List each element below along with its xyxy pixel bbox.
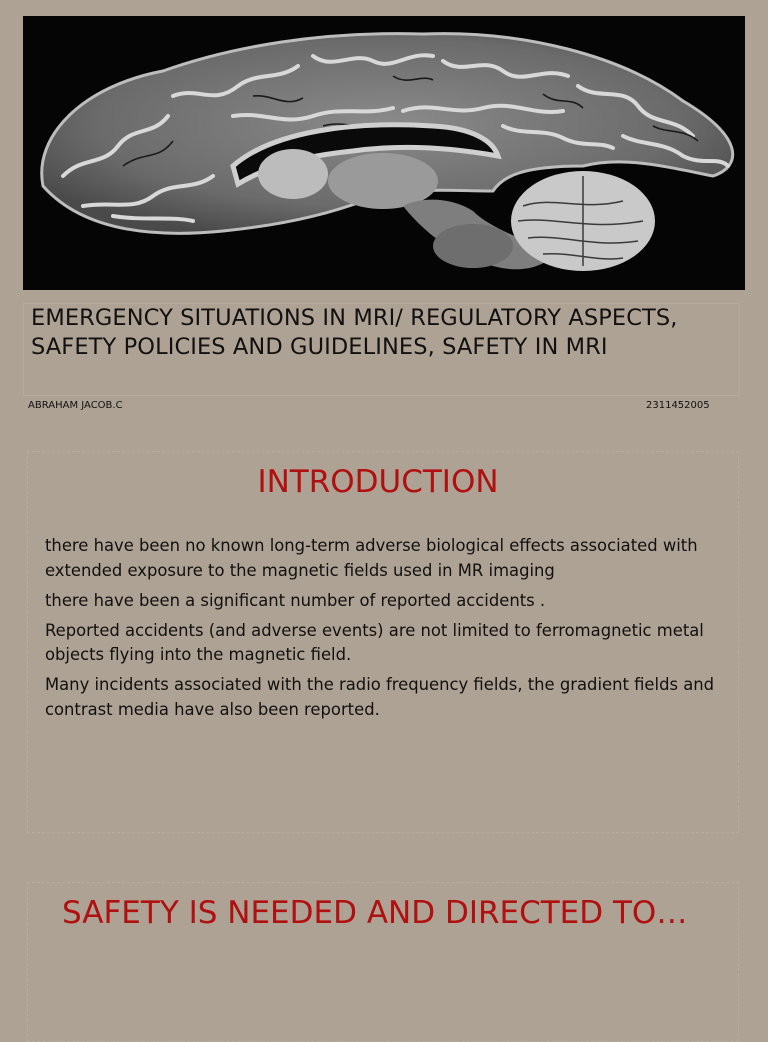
brain-mri-icon xyxy=(23,16,745,290)
title-box xyxy=(23,303,740,396)
safety-slide xyxy=(27,882,739,1042)
slide-heading: SAFETY IS NEEDED AND DIRECTED TO… xyxy=(62,895,688,931)
bullet-item: there have been a significant number of reported accidents . xyxy=(45,590,546,610)
slide-heading: INTRODUCTION xyxy=(257,464,499,500)
author-name: ABRAHAM JACOB.C xyxy=(28,400,123,411)
bullet-item: there have been no known long-term adverse biological effects associated with extended exposure to the magnetic fields used in MR imaging xyxy=(45,536,698,580)
introduction-slide xyxy=(27,451,739,833)
bullet-list xyxy=(45,534,745,728)
presentation-title: EMERGENCY SITUATIONS IN MRI/ REGULATORY ASPECTS, SAFETY POLICIES AND GUIDELINES, SAFETY IN MRI xyxy=(31,305,678,360)
bullet-item: Many incidents associated with the radio frequency fields, the gradient fields and contrast media have also been reported. xyxy=(45,675,715,719)
brain-mri-image xyxy=(23,16,745,290)
student-id: 2311452005 xyxy=(646,400,710,411)
bullet-item: Reported accidents (and adverse events) are not limited to ferromagnetic metal objects flying into the magnetic field. xyxy=(45,620,704,664)
